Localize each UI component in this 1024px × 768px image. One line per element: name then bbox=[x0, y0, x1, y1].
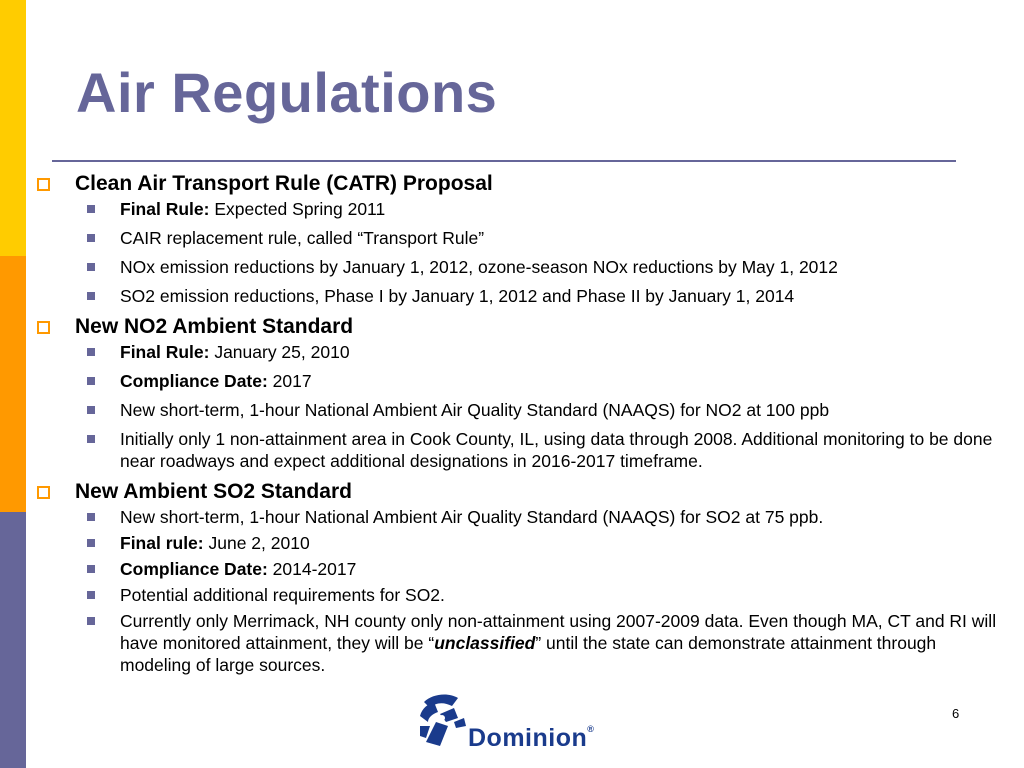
dominion-logo bbox=[418, 692, 608, 752]
title-divider bbox=[52, 160, 956, 162]
square-bullet-icon bbox=[87, 377, 95, 385]
list-item: Initially only 1 non-attainment area in Cook County, IL, using data through 2008. Additional monitoring to be done near roadways and expect additional designations in 2016-2017 timeframe. bbox=[0, 428, 1024, 472]
list-item: Potential additional requirements for SO2. bbox=[0, 584, 1024, 606]
page-number: 6 bbox=[952, 706, 960, 721]
square-bullet-icon bbox=[87, 234, 95, 242]
square-bullet-icon bbox=[87, 513, 95, 521]
list-item: Final Rule: January 25, 2010 bbox=[0, 341, 1024, 363]
square-bullet-icon bbox=[87, 591, 95, 599]
list-item: Compliance Date: 2014-2017 bbox=[0, 558, 1024, 580]
hollow-square-bullet-icon bbox=[37, 178, 50, 191]
list-item: Compliance Date: 2017 bbox=[0, 370, 1024, 392]
section-heading: New Ambient SO2 Standard bbox=[0, 479, 1024, 504]
square-bullet-icon bbox=[87, 565, 95, 573]
square-bullet-icon bbox=[87, 263, 95, 271]
square-bullet-icon bbox=[87, 406, 95, 414]
section-heading: New NO2 Ambient Standard bbox=[0, 314, 1024, 339]
list-item: Final Rule: Expected Spring 2011 bbox=[0, 198, 1024, 220]
list-item: New short-term, 1-hour National Ambient Air Quality Standard (NAAQS) for SO2 at 75 ppb. bbox=[0, 506, 1024, 528]
logo-wordmark: Dominion® bbox=[468, 724, 595, 752]
square-bullet-icon bbox=[87, 539, 95, 547]
list-item: New short-term, 1-hour National Ambient Air Quality Standard (NAAQS) for NO2 at 100 ppb bbox=[0, 399, 1024, 421]
list-item: SO2 emission reductions, Phase I by January 1, 2012 and Phase II by January 1, 2014 bbox=[0, 285, 1024, 307]
list-item: CAIR replacement rule, called “Transport Rule” bbox=[0, 227, 1024, 249]
hollow-square-bullet-icon bbox=[37, 486, 50, 499]
list-item: NOx emission reductions by January 1, 2012, ozone-season NOx reductions by May 1, 2012 bbox=[0, 256, 1024, 278]
list-item: Currently only Merrimack, NH county only non-attainment using 2007-2009 data. Even though MA, CT and RI will have monitored attainment, they will be “unclassified” until the state can demonstrate attainment through modeling of large sources. bbox=[0, 610, 1024, 676]
section-heading: Clean Air Transport Rule (CATR) Proposal bbox=[0, 171, 1024, 196]
square-bullet-icon bbox=[87, 348, 95, 356]
emphasis-text: unclassified bbox=[434, 633, 536, 653]
dominion-sunburst-logo-icon bbox=[418, 692, 470, 748]
square-bullet-icon bbox=[87, 292, 95, 300]
list-item: Final rule: June 2, 2010 bbox=[0, 532, 1024, 554]
square-bullet-icon bbox=[87, 617, 95, 625]
square-bullet-icon bbox=[87, 435, 95, 443]
slide-content bbox=[0, 169, 1024, 680]
square-bullet-icon bbox=[87, 205, 95, 213]
hollow-square-bullet-icon bbox=[37, 321, 50, 334]
slide-title: Air Regulations bbox=[76, 61, 498, 124]
